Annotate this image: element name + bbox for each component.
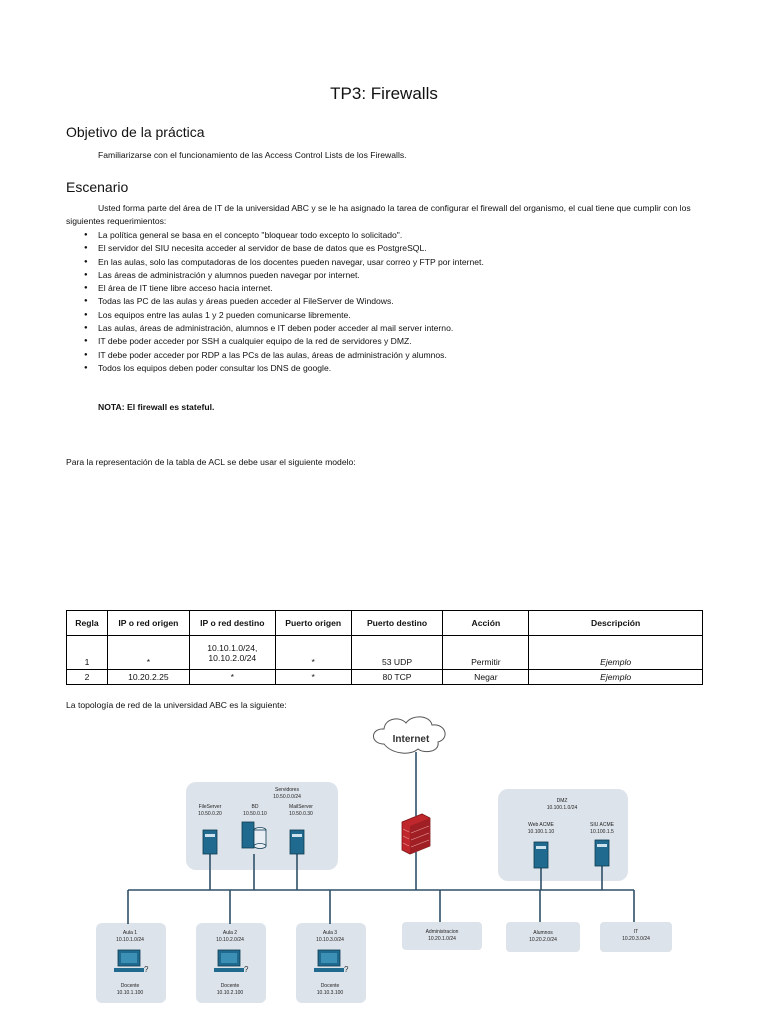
administracion-net: 10.20.1.0/24 bbox=[428, 936, 456, 942]
svg-text:?: ? bbox=[144, 965, 149, 974]
aula-3-net: 10.10.3.0/24 bbox=[316, 937, 344, 943]
column-header: Puerto origen bbox=[275, 611, 351, 636]
servers-net: 10.50.0.0/24 bbox=[273, 794, 301, 800]
aula-1-net: 10.10.1.0/24 bbox=[116, 937, 144, 943]
table-cell: Permitir bbox=[443, 636, 529, 670]
web-acme-name: Web ACME bbox=[528, 822, 554, 828]
column-header: Acción bbox=[443, 611, 529, 636]
docente-3-ip: 10.10.3.100 bbox=[316, 990, 344, 996]
table-cell: Negar bbox=[443, 670, 529, 685]
list-item: ● El servidor del SIU necesita acceder al servidor de base de datos que es PostgreSQL. bbox=[66, 242, 706, 255]
network-topology-diagram bbox=[94, 712, 684, 1004]
column-header: Descripción bbox=[529, 611, 703, 636]
column-header: Regla bbox=[67, 611, 108, 636]
topology-intro: La topología de red de la universidad ABC es la siguiente: bbox=[66, 700, 287, 710]
requirements-list bbox=[66, 229, 706, 375]
docente-1-ip: 10.10.1.100 bbox=[116, 990, 144, 996]
table-cell: * bbox=[275, 636, 351, 670]
table-cell: Ejemplo bbox=[529, 636, 703, 670]
aula-2-net: 10.10.2.0/24 bbox=[216, 937, 244, 943]
mailserver-name: MailServer bbox=[289, 804, 313, 810]
web-acme-server-icon bbox=[534, 842, 548, 868]
siu-acme-name: SIU ACME bbox=[590, 822, 614, 828]
table-cell: 10.10.1.0/24, 10.10.2.0/24 bbox=[189, 636, 275, 670]
column-header: Puerto destino bbox=[351, 611, 443, 636]
objective-heading: Objetivo de la práctica bbox=[66, 124, 205, 140]
aula-1-name: Aula 1 bbox=[122, 930, 138, 936]
scenario-heading: Escenario bbox=[66, 179, 129, 195]
acl-table bbox=[66, 610, 703, 685]
list-item: ● Los equipos entre las aulas 1 y 2 pueden comunicarse libremente. bbox=[66, 309, 706, 322]
list-item: ● Las aulas, áreas de administración, alumnos e IT deben poder acceder al mail server interno. bbox=[66, 322, 706, 335]
it-name: IT bbox=[633, 929, 639, 935]
list-item: ● Todas las PC de las aulas y áreas pueden acceder al FileServer de Windows. bbox=[66, 295, 706, 308]
aula-3-name: Aula 3 bbox=[322, 930, 338, 936]
servers-name: Servidores bbox=[275, 787, 299, 793]
table-cell: 10.20.2.25 bbox=[107, 670, 189, 685]
table-cell: 53 UDP bbox=[351, 636, 443, 670]
table-cell: * bbox=[107, 636, 189, 670]
fileserver-icon bbox=[203, 830, 217, 854]
mailserver-ip: 10.50.0.30 bbox=[289, 811, 313, 817]
list-item: ● Las áreas de administración y alumnos pueden navegar por internet. bbox=[66, 269, 706, 282]
table-cell: * bbox=[189, 670, 275, 685]
list-item: ● IT debe poder acceder por SSH a cualquier equipo de la red de servidores y DMZ. bbox=[66, 335, 706, 348]
page-title: TP3: Firewalls bbox=[330, 84, 438, 103]
aula-2-name: Aula 2 bbox=[222, 930, 238, 936]
docente-1-name: Docente bbox=[120, 983, 140, 989]
bd-name: BD bbox=[251, 804, 259, 810]
siu-acme-ip: 10.100.1.5 bbox=[590, 829, 614, 835]
table-cell: 1 bbox=[67, 636, 108, 670]
svg-text:?: ? bbox=[244, 965, 249, 974]
administracion-name: Administracion bbox=[425, 929, 459, 935]
alumnos-name: Alumnos bbox=[533, 930, 553, 936]
svg-text:?: ? bbox=[344, 965, 349, 974]
alumnos-net: 10.20.2.0/24 bbox=[529, 937, 557, 943]
list-item: ● En las aulas, solo las computadoras de los docentes pueden navegar, usar correo y FTP por internet. bbox=[66, 256, 706, 269]
list-item: ● IT debe poder acceder por RDP a las PCs de las aulas, áreas de administración y alumnos. bbox=[66, 349, 706, 362]
docente-2-ip: 10.10.2.100 bbox=[216, 990, 244, 996]
docente-3-name: Docente bbox=[320, 983, 340, 989]
mailserver-icon bbox=[290, 830, 304, 854]
fileserver-name: FileServer bbox=[198, 804, 222, 810]
docente-2-name: Docente bbox=[220, 983, 240, 989]
table-header-row bbox=[67, 611, 703, 636]
table-cell: Ejemplo bbox=[529, 670, 703, 685]
table-row bbox=[67, 670, 703, 685]
it-net: 10.20.3.0/24 bbox=[622, 936, 650, 942]
table-cell: * bbox=[275, 670, 351, 685]
bd-ip: 10.50.0.10 bbox=[243, 811, 267, 817]
dmz-name: DMZ bbox=[556, 798, 568, 804]
note-text: NOTA: El firewall es stateful. bbox=[98, 402, 215, 412]
list-item: ● El área de IT tiene libre acceso hacia internet. bbox=[66, 282, 706, 295]
dmz-net: 10.100.1.0/24 bbox=[546, 805, 578, 811]
firewall-icon bbox=[402, 814, 430, 854]
table-row bbox=[67, 636, 703, 670]
servers-zone bbox=[186, 782, 338, 870]
objective-text: Familiarizarse con el funcionamiento de las Access Control Lists de los Firewalls. bbox=[98, 150, 407, 160]
list-item: ● Todos los equipos deben poder consultar los DNS de google. bbox=[66, 362, 706, 375]
siu-acme-server-icon bbox=[595, 840, 609, 866]
acl-intro: Para la representación de la tabla de ACL se debe usar el siguiente modelo: bbox=[66, 457, 356, 467]
scenario-intro: Usted forma parte del área de IT de la universidad ABC y se le ha asignado la tarea de configurar el firewall del organismo, el cual tiene que cumplir con los siguientes requerimientos: bbox=[66, 203, 691, 227]
internet-label: Internet bbox=[392, 734, 430, 745]
web-acme-ip: 10.100.1.10 bbox=[527, 829, 555, 835]
table-cell: 80 TCP bbox=[351, 670, 443, 685]
table-cell: 2 bbox=[67, 670, 108, 685]
column-header: IP o red destino bbox=[189, 611, 275, 636]
fileserver-ip: 10.50.0.20 bbox=[198, 811, 222, 817]
list-item: ● La política general se basa en el concepto "bloquear todo excepto lo solicitado". bbox=[66, 229, 706, 242]
column-header: IP o red origen bbox=[107, 611, 189, 636]
